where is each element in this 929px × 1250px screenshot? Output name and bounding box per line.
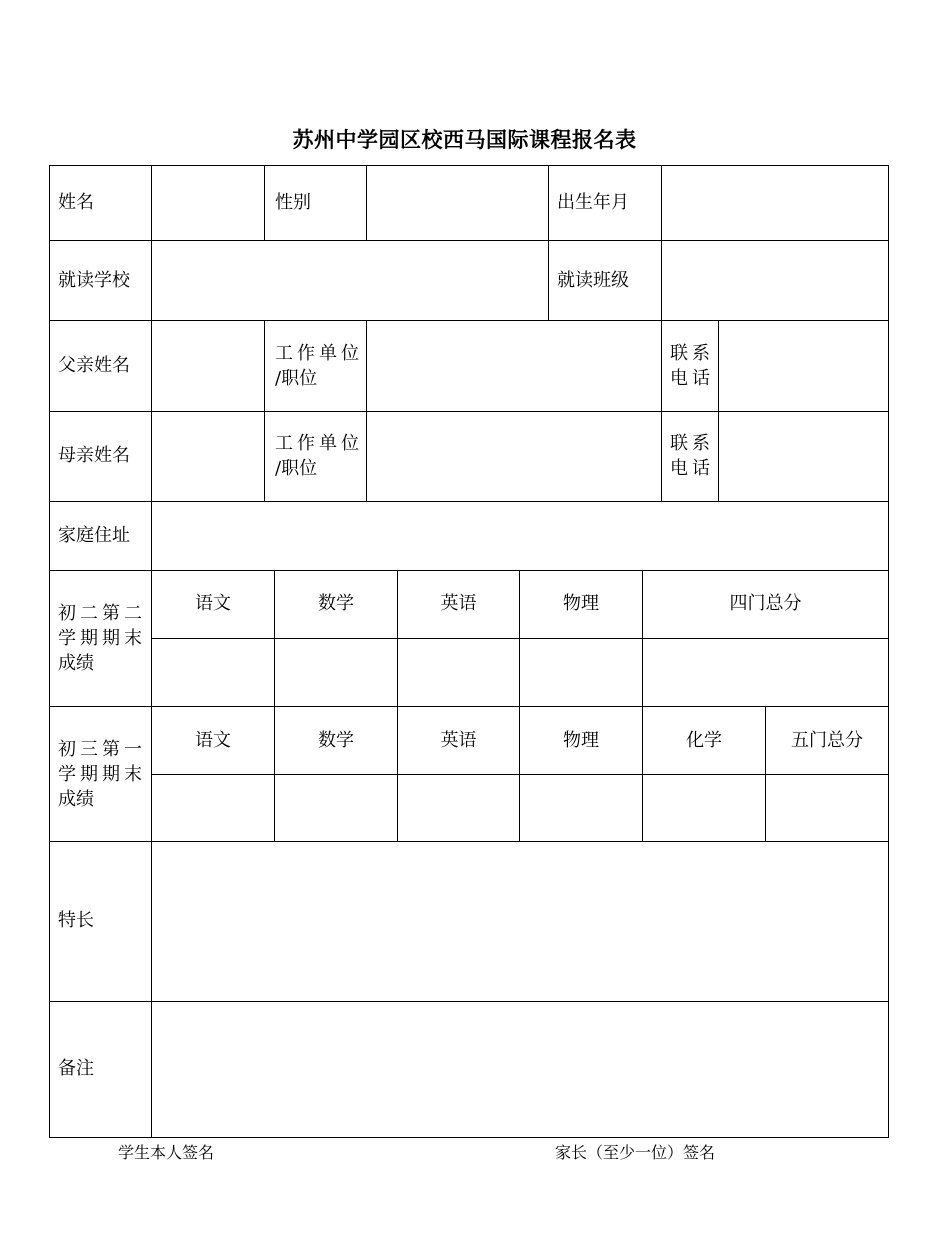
grade9-total-label: 五门总分 bbox=[791, 730, 863, 751]
grade9-subject-physics: 物理 bbox=[563, 730, 599, 751]
talent-label: 特长 bbox=[58, 910, 94, 931]
row-divider bbox=[49, 570, 889, 571]
name-field[interactable] bbox=[152, 166, 264, 240]
grade9-chemistry-score[interactable] bbox=[643, 775, 765, 841]
col-divider bbox=[264, 320, 265, 502]
father-work-field[interactable] bbox=[367, 321, 661, 411]
class-label: 就读班级 bbox=[557, 270, 629, 291]
grade8-subject-english: 英语 bbox=[440, 593, 477, 614]
grade9-english-score[interactable] bbox=[398, 775, 519, 841]
grade9-label-end: 成绩 bbox=[58, 789, 94, 810]
address-field[interactable] bbox=[152, 502, 888, 570]
grade8-label-end: 成绩 bbox=[58, 653, 94, 674]
col-divider bbox=[548, 165, 549, 321]
grade8-math-score[interactable] bbox=[275, 639, 397, 706]
row-divider bbox=[49, 706, 889, 707]
grade8-english-score[interactable] bbox=[398, 639, 519, 706]
birth-label: 出生年月 bbox=[557, 192, 629, 213]
mother-name-label: 母亲姓名 bbox=[58, 445, 130, 466]
grade9-chinese-score[interactable] bbox=[152, 775, 274, 841]
table-border-bottom bbox=[49, 1137, 889, 1138]
grade9-label-cont: 学期期末 bbox=[58, 764, 146, 785]
grade8-subject-math: 数学 bbox=[318, 593, 354, 614]
father-work-label: 工作单位 bbox=[275, 343, 363, 364]
school-label: 就读学校 bbox=[58, 270, 130, 291]
name-label: 姓名 bbox=[58, 192, 94, 213]
grade9-label: 初三第一 bbox=[58, 739, 146, 760]
mother-work-field[interactable] bbox=[367, 412, 661, 501]
grade8-subject-chinese: 语文 bbox=[195, 593, 231, 614]
grade9-math-score[interactable] bbox=[275, 775, 397, 841]
gender-label: 性别 bbox=[275, 192, 311, 213]
father-phone-label: 联系 bbox=[670, 343, 714, 364]
grade9-subject-chemistry: 化学 bbox=[686, 730, 722, 751]
col-divider bbox=[661, 320, 662, 502]
grade9-subject-english: 英语 bbox=[440, 730, 477, 751]
father-phone-label-cont: 电话 bbox=[670, 368, 714, 389]
grade9-total-score[interactable] bbox=[766, 775, 888, 841]
class-field[interactable] bbox=[662, 241, 888, 320]
form-title: 苏州中学园区校西马国际课程报名表 bbox=[292, 127, 637, 152]
mother-phone-field[interactable] bbox=[719, 412, 888, 501]
father-name-field[interactable] bbox=[152, 321, 264, 411]
mother-work-label-cont: /职位 bbox=[275, 458, 318, 479]
student-signature-label: 学生本人签名 bbox=[118, 1143, 215, 1162]
grade9-physics-score[interactable] bbox=[520, 775, 642, 841]
grade8-total-score[interactable] bbox=[643, 639, 888, 706]
grade9-subject-math: 数学 bbox=[318, 730, 354, 751]
grade8-subject-physics: 物理 bbox=[563, 593, 599, 614]
father-name-label: 父亲姓名 bbox=[58, 355, 130, 376]
gender-field[interactable] bbox=[367, 166, 548, 240]
talent-field[interactable] bbox=[152, 842, 888, 1001]
mother-work-label: 工作单位 bbox=[275, 433, 363, 454]
grade9-subject-chinese: 语文 bbox=[195, 730, 231, 751]
table-border-right bbox=[888, 165, 889, 1138]
mother-phone-label-cont: 电话 bbox=[670, 458, 714, 479]
remarks-label: 备注 bbox=[58, 1058, 94, 1079]
school-field[interactable] bbox=[152, 241, 548, 320]
grade8-chinese-score[interactable] bbox=[152, 639, 274, 706]
father-work-label-cont: /职位 bbox=[275, 368, 318, 389]
table-border-left bbox=[49, 165, 50, 1138]
grade8-label: 初二第二 bbox=[58, 603, 146, 624]
col-divider bbox=[264, 165, 265, 241]
grade8-label-cont: 学期期末 bbox=[58, 628, 146, 649]
mother-phone-label: 联系 bbox=[670, 433, 714, 454]
grade8-total-label: 四门总分 bbox=[729, 593, 802, 614]
father-phone-field[interactable] bbox=[719, 321, 888, 411]
birth-date-field[interactable] bbox=[662, 166, 888, 240]
address-label: 家庭住址 bbox=[58, 525, 130, 546]
grade8-physics-score[interactable] bbox=[520, 639, 642, 706]
remarks-field[interactable] bbox=[152, 1002, 888, 1137]
mother-name-field[interactable] bbox=[152, 412, 264, 501]
parent-signature-label: 家长（至少一位）签名 bbox=[555, 1143, 716, 1162]
